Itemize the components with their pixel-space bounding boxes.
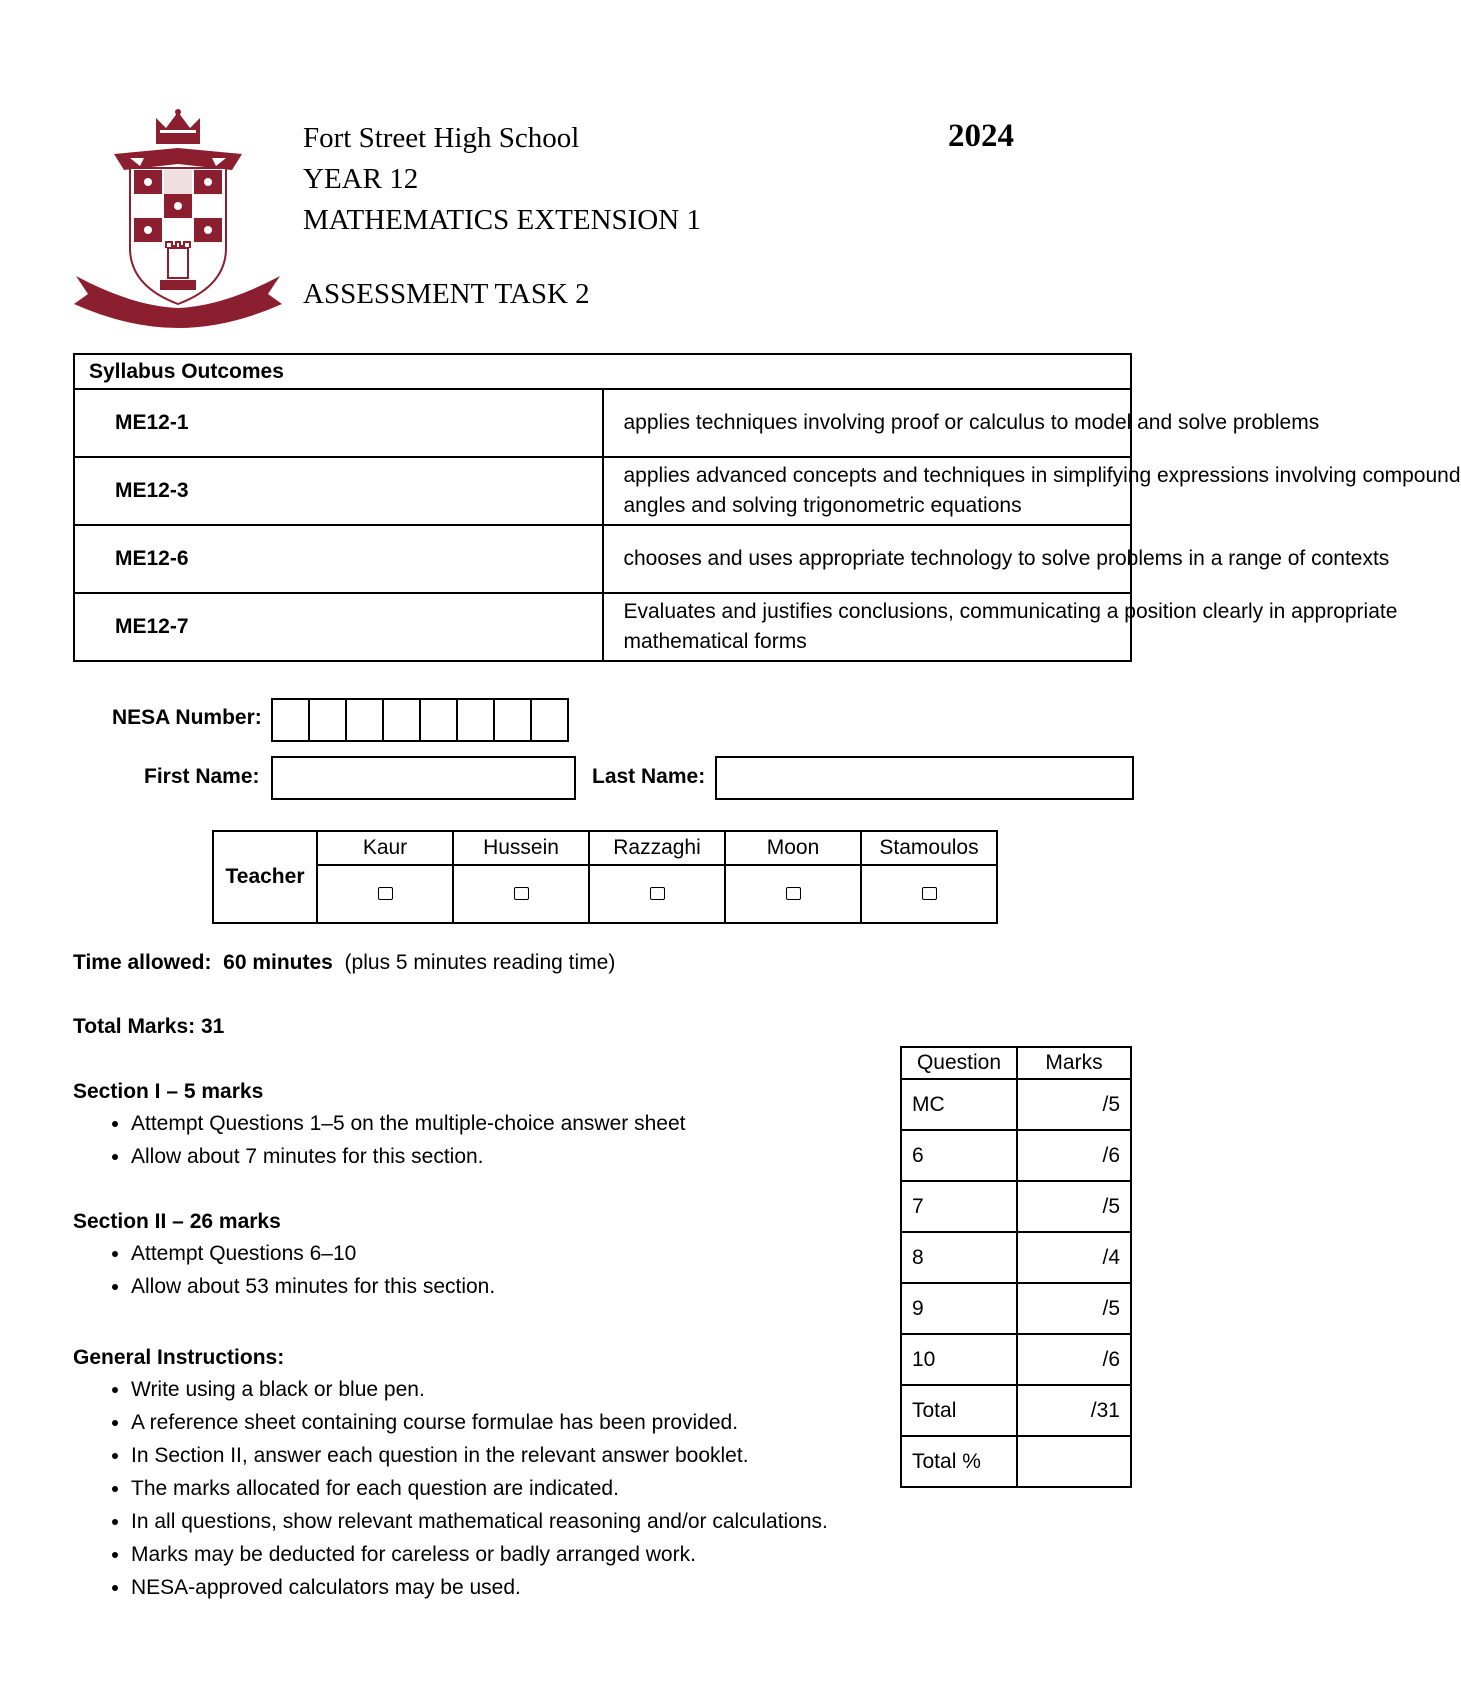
list-item: • Attempt Questions 1–5 on the multiple-choice answer sheet bbox=[131, 1107, 685, 1140]
list-item: • NESA-approved calculators may be used. bbox=[131, 1571, 828, 1604]
time-allowed-value: 60 minutes bbox=[223, 951, 333, 974]
first-name-label: First Name: bbox=[144, 765, 260, 788]
school-crest-logo bbox=[72, 108, 284, 326]
question-cell: 8 bbox=[901, 1232, 1017, 1283]
outcome-description bbox=[603, 457, 1461, 525]
last-name-field[interactable] bbox=[715, 756, 1134, 800]
marks-header-question: Question bbox=[901, 1047, 1017, 1079]
teacher-checkbox-cell bbox=[589, 865, 725, 923]
teacher-checkbox[interactable] bbox=[514, 887, 529, 900]
marks-cell: /6 bbox=[1017, 1130, 1131, 1181]
section-2-title: Section II – 26 marks bbox=[73, 1210, 281, 1233]
question-cell: Total % bbox=[901, 1436, 1017, 1487]
table-row bbox=[901, 1283, 1131, 1334]
header-block bbox=[303, 118, 701, 241]
school-name: Fort Street High School bbox=[303, 122, 580, 154]
outcome-row bbox=[74, 525, 1131, 593]
outcome-code: ME12-7 bbox=[74, 593, 603, 661]
marks-header-marks: Marks bbox=[1017, 1047, 1131, 1079]
marks-table bbox=[900, 1046, 1132, 1488]
outcome-code: ME12-1 bbox=[74, 389, 603, 457]
crown-icon bbox=[156, 109, 200, 144]
marks-cell bbox=[1017, 1436, 1131, 1487]
question-cell: MC bbox=[901, 1079, 1017, 1130]
last-name-label: Last Name: bbox=[592, 765, 706, 788]
outcome-line: mathematical forms bbox=[623, 630, 807, 653]
general-instructions bbox=[73, 1346, 828, 1604]
marks-cell: /5 bbox=[1017, 1283, 1131, 1334]
outcome-code: ME12-3 bbox=[74, 457, 603, 525]
list-item: • Allow about 7 minutes for this section. bbox=[131, 1140, 685, 1173]
time-allowed-label: Time allowed: bbox=[73, 951, 212, 974]
teacher-checkbox[interactable] bbox=[650, 887, 665, 900]
nesa-digit-box[interactable] bbox=[273, 700, 310, 740]
table-row bbox=[901, 1334, 1131, 1385]
teacher-name: Moon bbox=[725, 831, 861, 865]
outcome-description bbox=[603, 389, 1320, 457]
question-cell: 6 bbox=[901, 1130, 1017, 1181]
teacher-checkbox[interactable] bbox=[378, 887, 393, 900]
list-item: • Allow about 53 minutes for this section. bbox=[131, 1270, 495, 1303]
table-row bbox=[901, 1385, 1131, 1436]
nesa-digit-box[interactable] bbox=[310, 700, 347, 740]
nesa-digit-box[interactable] bbox=[421, 700, 458, 740]
question-cell: Total bbox=[901, 1385, 1017, 1436]
outcome-description bbox=[603, 525, 1390, 593]
teacher-name: Kaur bbox=[317, 831, 453, 865]
task-title: ASSESSMENT TASK 2 bbox=[303, 278, 590, 310]
reading-time-note: (plus 5 minutes reading time) bbox=[344, 951, 616, 974]
general-instructions-title: General Instructions: bbox=[73, 1346, 285, 1369]
teacher-checkbox-cell bbox=[317, 865, 453, 923]
list-item: • In Section II, answer each question in the relevant answer booklet. bbox=[131, 1439, 828, 1472]
teacher-name: Hussein bbox=[453, 831, 589, 865]
nesa-number-label: NESA Number: bbox=[112, 706, 262, 729]
outcome-row bbox=[74, 389, 1131, 457]
list-item: • Marks may be deducted for careless or badly arranged work. bbox=[131, 1538, 828, 1571]
table-row bbox=[901, 1232, 1131, 1283]
teacher-checkbox[interactable] bbox=[786, 887, 801, 900]
time-allowed bbox=[73, 951, 615, 975]
list-item: • The marks allocated for each question are indicated. bbox=[131, 1472, 828, 1505]
teacher-name: Stamoulos bbox=[861, 831, 997, 865]
teacher-checkbox[interactable] bbox=[922, 887, 937, 900]
list-item: • A reference sheet containing course formulae has been provided. bbox=[131, 1406, 828, 1439]
first-name-field[interactable] bbox=[271, 756, 576, 800]
marks-cell: /31 bbox=[1017, 1385, 1131, 1436]
section-2 bbox=[73, 1210, 495, 1303]
nesa-digit-box[interactable] bbox=[458, 700, 495, 740]
table-row bbox=[901, 1079, 1131, 1130]
outcome-line: chooses and uses appropriate technology to solve problems in a range of contexts bbox=[623, 547, 1390, 570]
marks-cell: /4 bbox=[1017, 1232, 1131, 1283]
outcome-code: ME12-6 bbox=[74, 525, 603, 593]
total-marks bbox=[73, 1015, 224, 1039]
teacher-table bbox=[212, 830, 998, 924]
outcome-line: angles and solving trigonometric equations bbox=[623, 494, 1022, 517]
outcome-description bbox=[603, 593, 1398, 661]
question-cell: 10 bbox=[901, 1334, 1017, 1385]
teacher-checkbox-cell bbox=[453, 865, 589, 923]
question-cell: 7 bbox=[901, 1181, 1017, 1232]
outcome-line: applies advanced concepts and techniques in simplifying expressions involving compound bbox=[623, 464, 1461, 487]
teacher-checkbox-cell bbox=[725, 865, 861, 923]
teacher-name: Razzaghi bbox=[589, 831, 725, 865]
nesa-digit-box[interactable] bbox=[384, 700, 421, 740]
year-level: YEAR 12 bbox=[303, 163, 419, 195]
table-row bbox=[901, 1181, 1131, 1232]
teacher-label: Teacher bbox=[213, 831, 317, 923]
nesa-number-input[interactable] bbox=[271, 698, 569, 742]
outcomes-table bbox=[73, 353, 1461, 662]
outcomes-heading: Syllabus Outcomes bbox=[74, 354, 1131, 389]
section-1-title: Section I – 5 marks bbox=[73, 1080, 264, 1103]
question-cell: 9 bbox=[901, 1283, 1017, 1334]
course-name: MATHEMATICS EXTENSION 1 bbox=[303, 204, 701, 236]
table-row bbox=[901, 1436, 1131, 1487]
nesa-digit-box[interactable] bbox=[532, 700, 567, 740]
nesa-digit-box[interactable] bbox=[347, 700, 384, 740]
nesa-digit-box[interactable] bbox=[495, 700, 532, 740]
total-marks-text: Total Marks: 31 bbox=[73, 1015, 225, 1038]
marks-cell: /6 bbox=[1017, 1334, 1131, 1385]
list-item: • In all questions, show relevant mathematical reasoning and/or calculations. bbox=[131, 1505, 828, 1538]
table-row bbox=[901, 1130, 1131, 1181]
list-item: • Write using a black or blue pen. bbox=[131, 1373, 828, 1406]
marks-cell: /5 bbox=[1017, 1181, 1131, 1232]
marks-cell: /5 bbox=[1017, 1079, 1131, 1130]
exam-year: 2024 bbox=[948, 118, 1014, 154]
outcome-row bbox=[74, 593, 1131, 661]
outcome-line: applies techniques involving proof or calculus to model and solve problems bbox=[623, 411, 1320, 434]
section-1 bbox=[73, 1080, 685, 1173]
list-item: • Attempt Questions 6–10 bbox=[131, 1237, 495, 1270]
outcome-line: Evaluates and justifies conclusions, communicating a position clearly in appropriate bbox=[623, 600, 1398, 623]
outcome-row bbox=[74, 457, 1131, 525]
teacher-checkbox-cell bbox=[861, 865, 997, 923]
